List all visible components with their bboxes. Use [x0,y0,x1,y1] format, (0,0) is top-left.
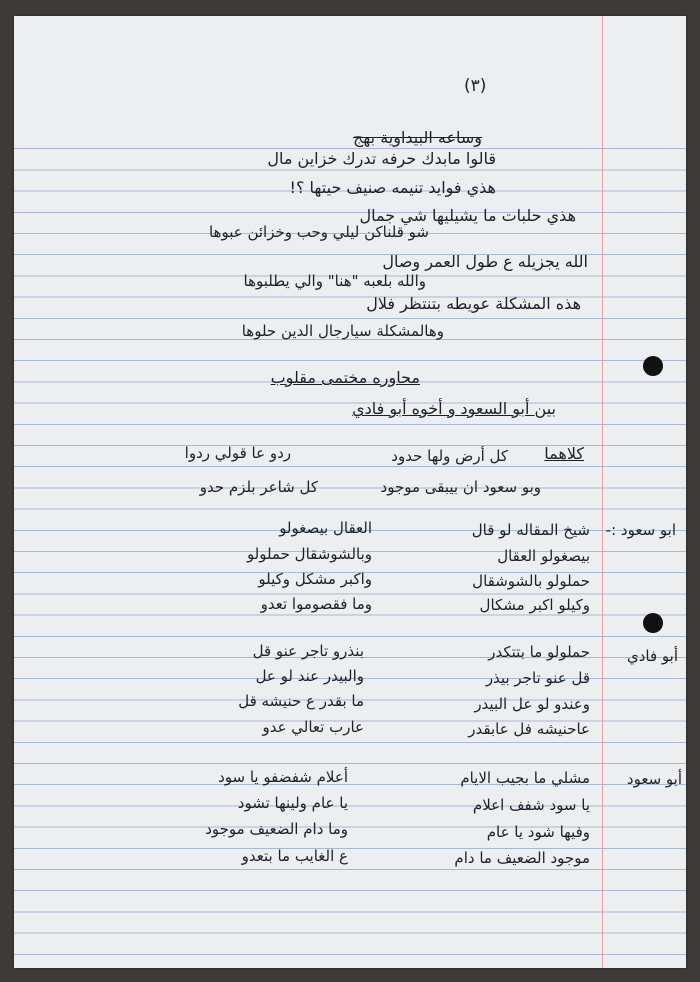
crossed-out-line: وساعه البيداوية بهج [352,128,482,147]
verse-left: كل شاعر بلزم حدو [199,478,318,496]
poem-line: هذي فوايد تنيمه صنيف حيتها ؟! [289,178,496,197]
verse-right: موجود الضعيف ما دام [454,849,590,867]
verse-left: ما بقدر ع حنيشه قل [238,692,364,710]
speaker-label: كلاهما [544,444,584,463]
verse-right: بيصغولو العقال [497,547,590,565]
poem-line: وهالمشكلة سيارجال الدين حلوها [241,322,444,340]
poem-title: محاوره مختمى مقلوب [270,368,420,387]
margin-line [602,16,603,968]
verse-left: والبيدر عند لو عل [255,667,364,685]
verse-right: وبو سعود ان بيبقى موجود [380,478,541,496]
speaker-label: أبو فادي [626,647,678,665]
poem-line: هذه المشكلة عويطه بتنتظر فلال [366,294,581,313]
poem-line: والله بلعبه "هنا" والي يطلبوها [243,272,426,290]
verse-right: حملولو بالشوشقال [472,572,590,590]
verse-right: يا سود شفف اعلام [472,796,590,814]
verse-right: عاحنيشه فل عابقدر [468,720,590,738]
page-number: (٣) [464,76,487,96]
verse-right: وكيلو اكبر مشكال [479,596,590,614]
poem-line: هذي حلبات ما يشيليها شي جمال [359,206,576,225]
verse-left: ع الغايب ما بتعدو [241,847,348,865]
notebook-page [14,16,686,968]
speaker-label: ابو سعود :- [605,521,676,539]
poem-subtitle: بين أبو السعود و أخوه أبو فادي [352,399,556,418]
binder-hole [643,356,663,376]
verse-left: وما فقصوموا تعدو [260,595,372,613]
poem-line: شو قلناكن ليلي وحب وخزائن عبوها [208,223,429,241]
verse-right: كل أرض ولها حدود [391,447,508,465]
verse-right: شيخ المقاله لو قال [471,521,590,539]
verse-left: يا عام ولينها تشود [237,794,348,812]
verse-right: وفيها شود يا عام [486,823,590,841]
verse-right: مشلي ما بجيب الايام [460,769,590,787]
verse-right: وعندو لو عل البيدر [474,695,590,713]
verse-left: ردو عا قولي ردوا [184,444,291,462]
verse-left: عارب تعالي عدو [262,718,364,736]
poem-line: قالوا مابدك حرفه تدرك خزاين مال [267,149,496,168]
binder-hole [643,613,663,633]
poem-line: الله يجزيله ع طول العمر وصال [382,252,588,271]
verse-right: حملولو ما بتتكدر [488,643,590,661]
verse-right: قل عنو تاجر بيذر [485,669,590,687]
speaker-label: أبو سعود [626,770,682,788]
verse-left: بنذرو تاجر عنو قل [252,642,364,660]
page-header-area [14,16,686,128]
verse-left: وما دام الضعيف موجود [205,820,348,838]
verse-left: العقال بيصغولو [279,519,372,537]
verse-left: واكبر مشكل وكيلو [258,570,372,588]
verse-left: أعلام شفضفو يا سود [218,768,348,786]
verse-left: وبالشوشقال حملولو [246,545,372,563]
